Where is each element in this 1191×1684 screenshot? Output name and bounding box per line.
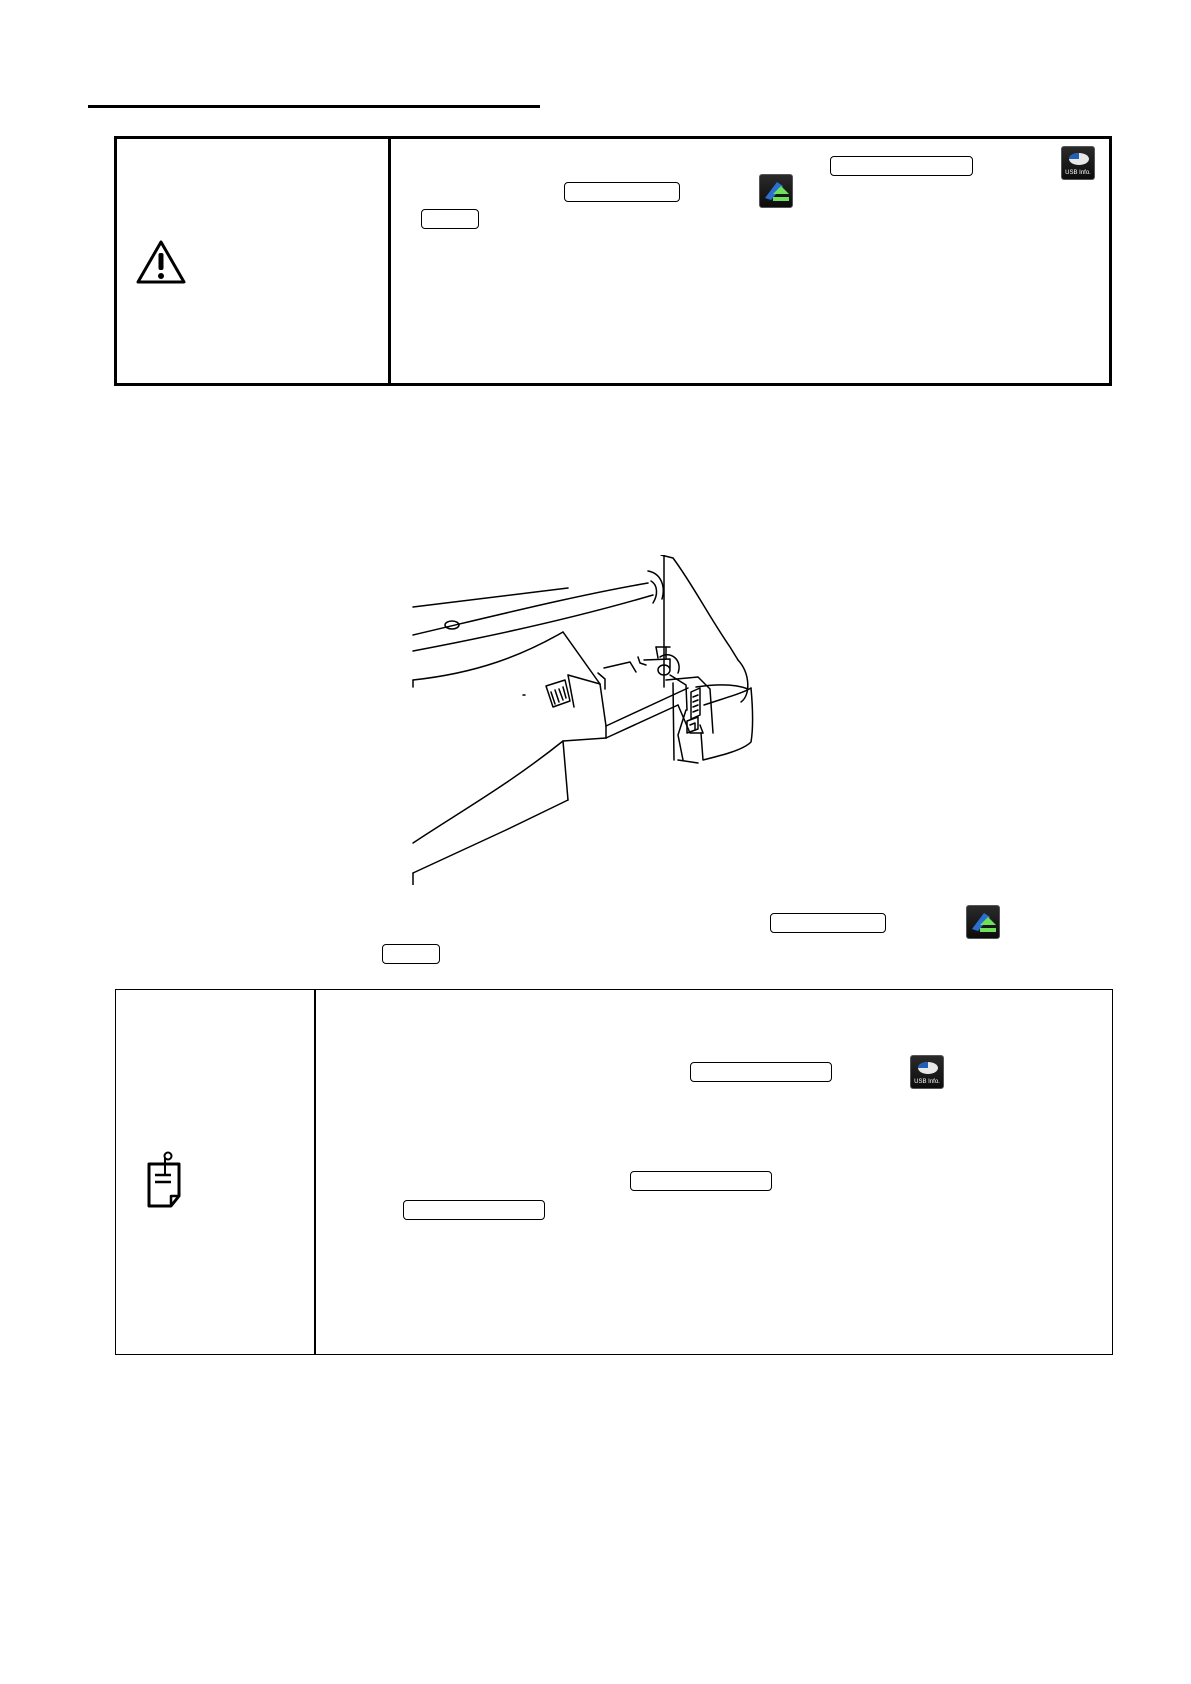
- usb-info-icon: [1061, 146, 1095, 180]
- warning-triangle-icon: [135, 239, 187, 285]
- key-button-4: [770, 913, 886, 933]
- section-heading-rule: [88, 105, 540, 108]
- usb-info-pie-icon: [1068, 150, 1090, 166]
- usb-info-icon-label: USB Info.: [1065, 170, 1091, 176]
- device-usb-port-illustration: [408, 555, 788, 885]
- key-button-1: [830, 156, 973, 176]
- memo-note-icon: [143, 1150, 185, 1212]
- usb-eject-icon-tile: [759, 174, 793, 208]
- key-button-5: [382, 944, 440, 964]
- usb-eject-icon: [761, 176, 791, 206]
- caution-box: [114, 136, 1112, 386]
- key-button-6: [690, 1062, 832, 1082]
- usb-info-icon-label-2: USB Info.: [914, 1079, 940, 1085]
- key-button-2: [564, 182, 680, 202]
- key-button-3: [421, 209, 479, 229]
- note-box: [115, 989, 1113, 1355]
- key-button-7: [630, 1171, 772, 1191]
- key-button-8: [403, 1200, 545, 1220]
- usb-eject-icon: [968, 907, 998, 937]
- usb-eject-icon-tile-2: [966, 905, 1000, 939]
- caution-box-divider: [388, 139, 391, 383]
- usb-info-icon-2: [910, 1055, 944, 1089]
- usb-info-pie-icon: [917, 1059, 939, 1075]
- note-box-divider: [314, 990, 316, 1354]
